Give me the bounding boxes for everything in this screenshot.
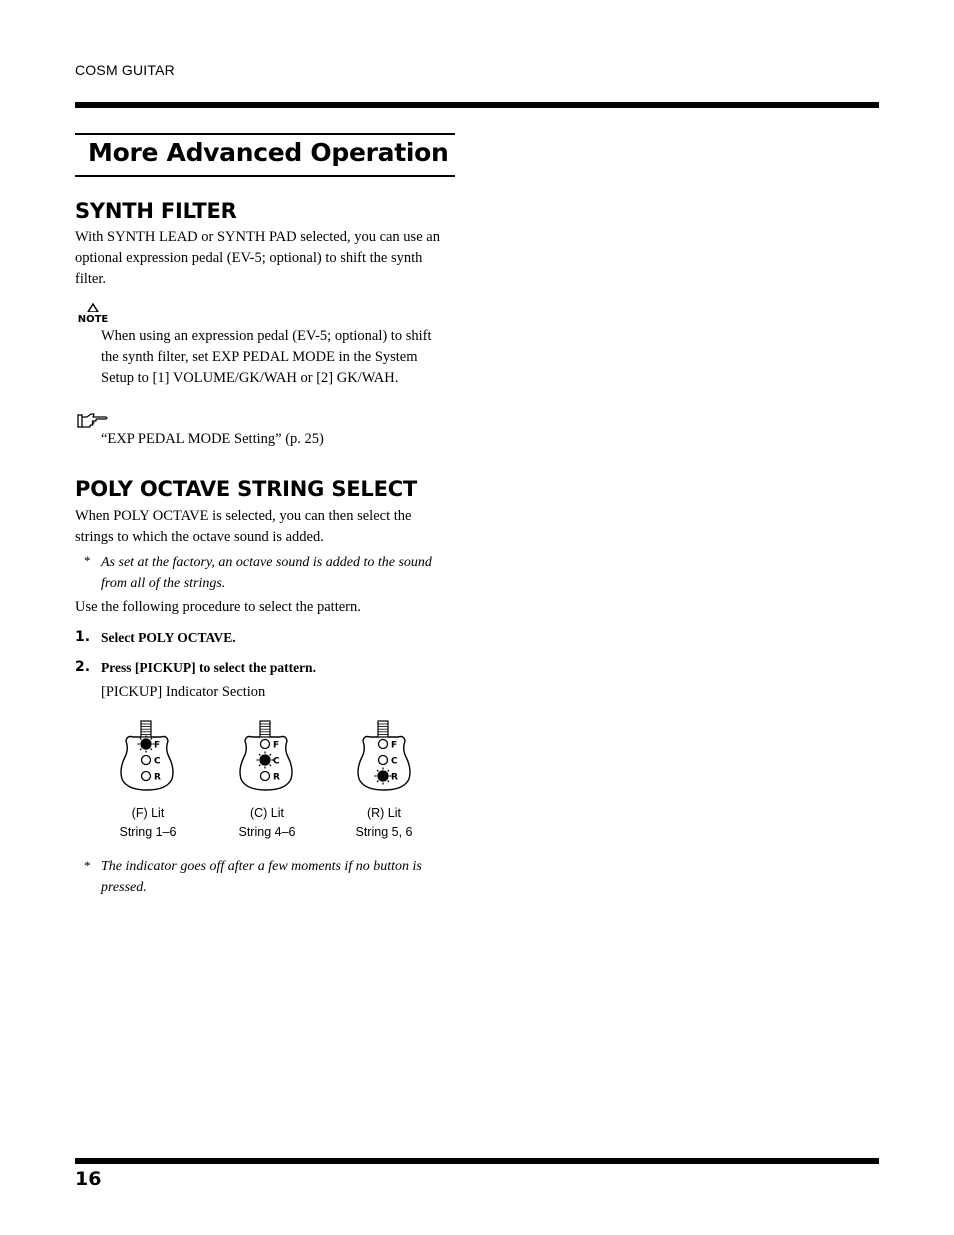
step-text: Select POLY OCTAVE. <box>101 630 236 645</box>
asterisk-mark: * <box>84 858 91 873</box>
intro-line: optional expression pedal (EV-5; optional) to shift the synth <box>75 250 423 266</box>
note-line: When using an expression pedal (EV-5; optional) to shift <box>101 328 432 344</box>
unlit-indicator <box>261 740 270 749</box>
indicator-letter: C <box>391 756 398 767</box>
indicator-letter: C <box>273 756 280 767</box>
intro-line: When POLY OCTAVE is selected, you can then select the <box>75 508 412 524</box>
guitar-indicator-icon <box>236 719 296 793</box>
bottom-rule <box>75 1158 879 1164</box>
unlit-indicator <box>142 756 151 765</box>
guitar-indicator-icon <box>354 719 414 793</box>
figure-caption: [PICKUP] Indicator Section <box>101 684 266 700</box>
final-note <box>101 856 422 898</box>
note-icon <box>77 303 109 327</box>
indicator-strings: String 4–6 <box>238 825 296 839</box>
intro-line: With SYNTH LEAD or SYNTH PAD selected, you can use an <box>75 229 440 245</box>
indicator-letter: F <box>273 740 280 751</box>
unlit-indicator <box>261 772 270 781</box>
indicator-state: (F) Lit <box>131 806 165 820</box>
factory-note <box>101 552 432 594</box>
guitar-indicator-icon <box>117 719 177 793</box>
indicator-letter: F <box>154 740 161 751</box>
procedure-intro: Use the following procedure to select the pattern. <box>75 599 361 615</box>
page-number: 16 <box>75 1168 102 1190</box>
indicator-letter: R <box>154 772 161 783</box>
synth-filter-intro <box>75 227 440 290</box>
indicator-state: (R) Lit <box>366 806 402 820</box>
note-line: the synth filter, set EXP PEDAL MODE in the System <box>101 349 418 365</box>
synth-filter-heading: SYNTH FILTER <box>75 199 237 223</box>
intro-line: filter. <box>75 271 107 287</box>
factory-note-line: from all of the strings. <box>101 576 226 591</box>
lit-indicator <box>378 771 388 781</box>
indicator-strings: String 5, 6 <box>355 825 413 839</box>
intro-line: strings to which the octave sound is added. <box>75 529 324 545</box>
unlit-indicator <box>379 756 388 765</box>
top-rule <box>75 102 879 108</box>
unlit-indicator <box>142 772 151 781</box>
poly-octave-intro <box>75 506 411 548</box>
note-line: Setup to [1] VOLUME/GK/WAH or [2] GK/WAH. <box>101 370 399 386</box>
asterisk-mark: * <box>84 553 91 568</box>
indicator-caption <box>88 804 208 842</box>
indicator-letter: R <box>391 772 398 783</box>
section-label: COSM GUITAR <box>75 62 175 78</box>
step-number: 2. <box>75 659 91 675</box>
unlit-indicator <box>379 740 388 749</box>
title-box <box>75 133 455 177</box>
indicator-letter: R <box>273 772 280 783</box>
poly-octave-heading: POLY OCTAVE STRING SELECT <box>75 477 418 501</box>
lit-indicator <box>141 739 151 749</box>
indicator-strings: String 1–6 <box>119 825 177 839</box>
indicator-letter: F <box>391 740 398 751</box>
final-note-line: pressed. <box>101 880 147 895</box>
svg-text:NOTE: NOTE <box>77 314 109 325</box>
step-number: 1. <box>75 629 91 645</box>
step-text: Press [PICKUP] to select the pattern. <box>101 660 316 675</box>
reference-link[interactable]: “EXP PEDAL MODE Setting” (p. 25) <box>101 431 324 447</box>
indicator-state: (C) Lit <box>249 806 285 820</box>
indicator-caption <box>324 804 444 842</box>
page-title: More Advanced Operation <box>88 138 449 167</box>
final-note-line: The indicator goes off after a few moments if no button is <box>101 859 422 874</box>
note-text <box>101 326 431 389</box>
factory-note-line: As set at the factory, an octave sound is added to the sound <box>101 555 432 570</box>
indicator-letter: C <box>154 756 161 767</box>
pointing-hand-icon <box>77 412 109 430</box>
indicator-caption <box>207 804 327 842</box>
lit-indicator <box>260 755 270 765</box>
